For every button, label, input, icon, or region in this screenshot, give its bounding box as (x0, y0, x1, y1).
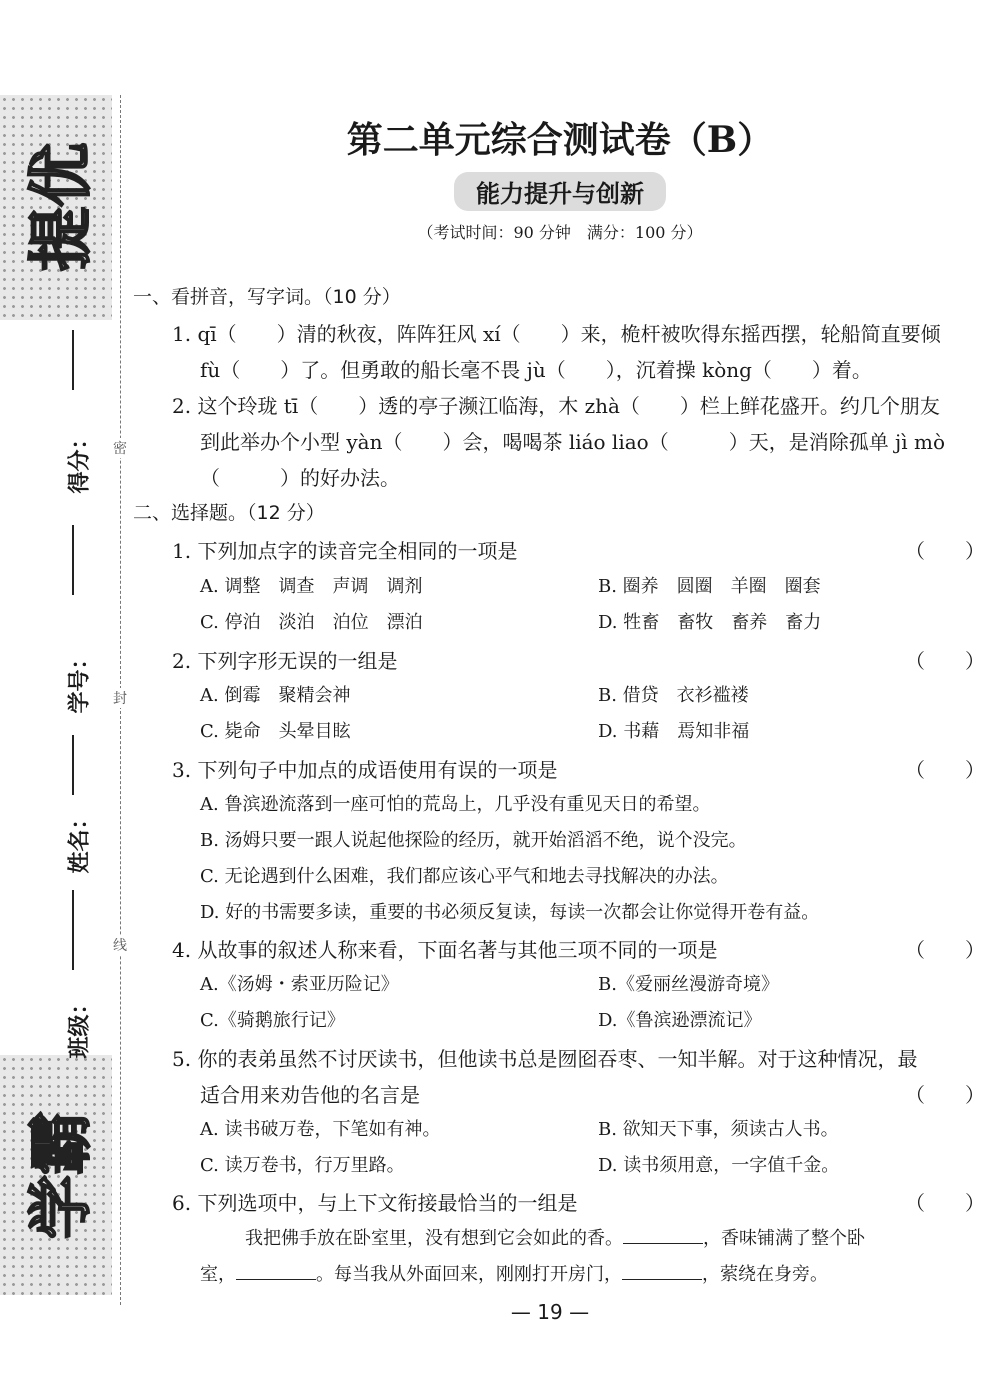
s1-line-4: 到此举办个小型 yàn（ ）会，喝喝茶 liáo liao（ ）天，是消除孤单 jì mò (200, 430, 946, 454)
s1-line-2: fù（ ）了。但勇敢的船长毫不畏 jù（ ），沉着操 kòng（ ）着。 (200, 358, 872, 382)
q4-stem: 4. 从故事的叙述人称来看，下面名著与其他三项不同的一项是 (172, 938, 718, 962)
section1-heading: 一、看拼音，写字词。（10 分） (133, 286, 401, 308)
q3-answer-paren: （ ） (905, 758, 985, 782)
name-line (72, 735, 74, 795)
s1-line-5: （ ）的好办法。 (200, 466, 400, 490)
student-id-label: 学号： (67, 647, 93, 714)
q3-option-a: A. 鲁滨逊流落到一座可怕的荒岛上，几乎没有重见天日的希望。 (200, 794, 711, 815)
subtitle-badge: 能力提升与创新 (454, 172, 666, 211)
q1-option-a: A. 调整 调查 声调 调剂 (200, 576, 423, 597)
q1-option-b: B. 圈养 圆圈 羊圈 圈套 (598, 576, 821, 597)
q1-option-d: D. 牲畜 畜牧 畜养 畜力 (598, 612, 822, 633)
score-line (72, 330, 74, 390)
seal-char-feng: 封 (113, 688, 127, 708)
q6-stem: 6. 下列选项中，与上下文衔接最恰当的一组是 (172, 1191, 578, 1215)
name-label: 姓名： (67, 807, 93, 874)
q5-answer-paren: （ ） (905, 1083, 985, 1107)
q6-text-1: 我把佛手放在卧室里，没有想到它会如此的香。 (245, 1228, 623, 1249)
q5-stem-1: 5. 你的表弟虽然不讨厌读书，但他读书总是囫囵吞枣、一知半解。对于这种情况，最 (172, 1047, 918, 1071)
q6-blank-1[interactable] (623, 1225, 703, 1244)
q5-option-b: B. 欲知天下事，须读古人书。 (598, 1119, 839, 1140)
q2-stem: 2. 下列字形无误的一组是 (172, 649, 398, 673)
q3-option-d: D. 好的书需要多读，重要的书必须反复读，每读一次都会让你觉得开卷有益。 (200, 902, 820, 923)
q1-stem: 1. 下列加点字的读音完全相同的一项是 (172, 539, 518, 563)
q6-text-2: ，香味铺满了整个卧 (703, 1228, 865, 1249)
q2-option-c: C. 毙命 头晕目眩 (200, 721, 351, 742)
q2-option-d: D. 书藉 焉知非福 (598, 721, 750, 742)
section2-heading: 二、选择题。（12 分） (133, 502, 325, 524)
q4-option-c: C.《骑鹅旅行记》 (200, 1010, 345, 1031)
q4-option-a: A.《汤姆・索亚历险记》 (200, 974, 399, 995)
q2-option-a: A. 倒霉 聚精会神 (200, 685, 351, 706)
q2-answer-paren: （ ） (905, 649, 985, 673)
q4-answer-paren: （ ） (905, 938, 985, 962)
q4-option-d: D.《鲁滨逊漂流记》 (598, 1010, 762, 1031)
q3-option-c: C. 无论遇到什么困难，我们都应该心平气和地去寻找解决的办法。 (200, 866, 729, 887)
q1-option-c: C. 停泊 淡泊 泊位 漂泊 (200, 612, 423, 633)
q6-blank-3[interactable] (622, 1261, 702, 1280)
student-id-line (72, 525, 74, 595)
s1-line-3: 2. 这个玲珑 tī（ ）透的亭子濒江临海，木 zhà（ ）栏上鲜花盛开。约几个朋友 (172, 394, 940, 418)
q6-text-3: 室， (200, 1264, 236, 1285)
q6-passage-line-1 (245, 1224, 865, 1250)
exam-info: （考试时间：90 分钟 满分：100 分） (417, 223, 703, 242)
page-number: — 19 — (510, 1300, 590, 1324)
q5-option-d: D. 读书须用意，一字值千金。 (598, 1155, 840, 1176)
q3-stem: 3. 下列句子中加点的成语使用有误的一项是 (172, 758, 558, 782)
brand-bottom-text: 学霸 (25, 1111, 99, 1239)
s1-line-1: 1. qī（ ）清的秋夜，阵阵狂风 xí（ ）来，桅杆被吹得东摇西摆，轮船简直要倾 (172, 322, 941, 346)
q6-answer-paren: （ ） (905, 1191, 985, 1215)
brand-bottom-block (0, 1055, 112, 1295)
q1-answer-paren: （ ） (905, 539, 985, 563)
class-label: 班级： (67, 992, 93, 1059)
q4-option-b: B.《爱丽丝漫游奇境》 (598, 974, 779, 995)
subtitle-wrap (0, 172, 1000, 211)
q5-option-a: A. 读书破万卷，下笔如有神。 (200, 1119, 441, 1140)
q6-blank-2[interactable] (236, 1261, 316, 1280)
q6-text-4: 。每当我从外面回来，刚刚打开房门， (316, 1264, 622, 1285)
q2-option-b: B. 借贷 衣衫褴褛 (598, 685, 749, 706)
brand-top-text: 提优 (25, 143, 99, 271)
class-line (72, 890, 74, 970)
seal-char-xian: 线 (113, 935, 127, 955)
score-label: 得分： (67, 427, 93, 494)
page-title: 第二单元综合测试卷（B） (346, 119, 774, 161)
q6-passage-line-2 (200, 1260, 828, 1286)
q3-option-b: B. 汤姆只要一跟人说起他探险的经历，就开始滔滔不绝，说个没完。 (200, 830, 747, 851)
q5-option-c: C. 读万卷书，行万里路。 (200, 1155, 405, 1176)
seal-char-mi: 密 (113, 438, 127, 458)
q6-text-5: ，萦绕在身旁。 (702, 1264, 828, 1285)
q5-stem-2: 适合用来劝告他的名言是 (200, 1083, 420, 1107)
